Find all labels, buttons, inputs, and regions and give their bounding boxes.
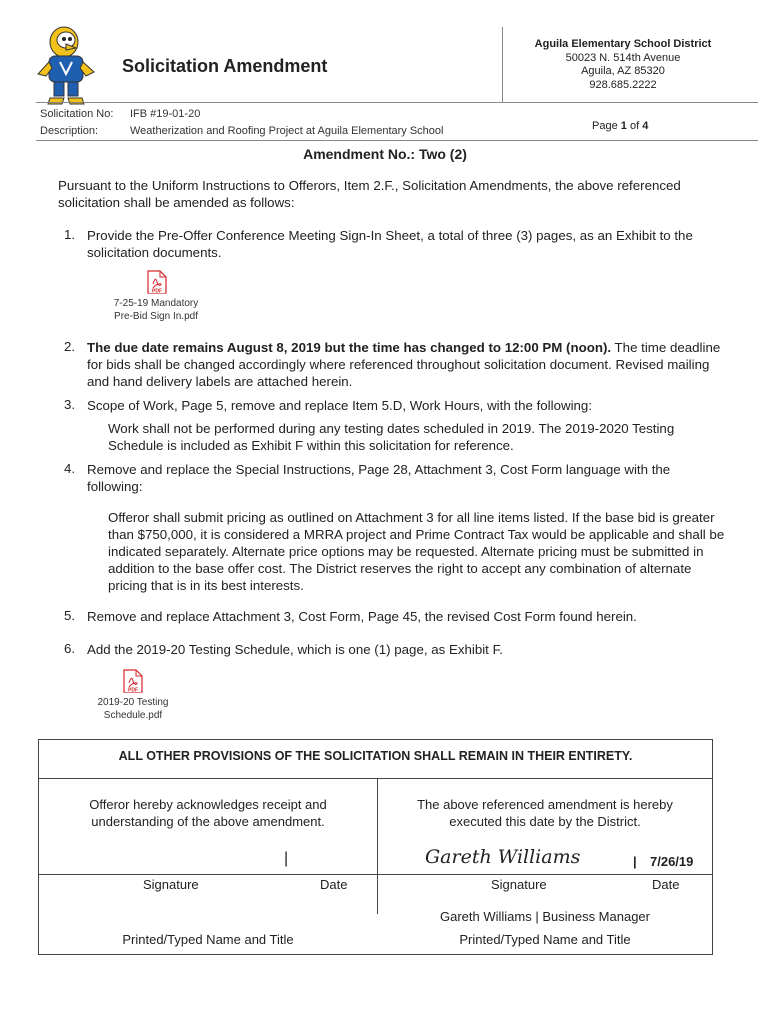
item-3-number: 3. [64, 397, 76, 412]
solicitation-label: Solicitation No: [40, 108, 114, 120]
district-printed-name: Gareth Williams | Business Manager [439, 909, 650, 924]
address-line-1: 50023 N. 514th Avenue [565, 51, 681, 64]
svg-text:PDF: PDF [152, 288, 162, 294]
provisions-banner: ALL OTHER PROVISIONS OF THE SOLICITATION SHALL REMAIN IN THEIR ENTIRETY. [118, 749, 633, 763]
attachment-1-line-1: 7-25-19 Mandatory [113, 298, 199, 309]
item-2-bold-text: The due date remains August 8, 2019 but the time has changed to 12:00 PM (noon). [87, 340, 612, 355]
district-date-label: Date [652, 877, 680, 892]
attachment-1-line-2: Pre-Bid Sign In.pdf [114, 310, 198, 322]
item-6-text: Add the 2019-20 Testing Schedule, which is one (1) page, as Exhibit F. [87, 642, 503, 657]
page-current: 1 [620, 120, 627, 132]
page-total: 4 [642, 120, 649, 132]
pdf-file-icon [123, 669, 143, 693]
district-signature-label: Signature [491, 877, 547, 892]
attachment-2-line-1: 2019-20 Testing [97, 697, 169, 708]
item-2-rest-text: The time deadline for bids shall be changed accordingly where referenced throughout solicitation document. Revised mailing and hand delivery labels are attached herein. [87, 340, 721, 389]
header-rule [36, 102, 758, 103]
offeror-printed-name-label: Printed/Typed Name and Title [122, 932, 294, 947]
eagle-mascot-logo [36, 22, 96, 106]
offeror-ack-line-1: Offeror hereby acknowledges receipt and [89, 797, 327, 812]
intro-paragraph: Pursuant to the Uniform Instructions to Offerors, Item 2.F., Solicitation Amendments, the above referenced solicitation shall be amended as follows: [58, 178, 681, 210]
offeror-acknowledgement [39, 796, 377, 830]
offeror-signature-label: Signature [143, 877, 199, 892]
page-prefix: Page [592, 120, 618, 132]
page-of: of [629, 120, 640, 132]
item-2-text [87, 339, 727, 390]
attachment-2-line-2: Schedule.pdf [103, 709, 163, 721]
document-title: Solicitation Amendment [122, 56, 328, 76]
district-ack-line-1: The above referenced amendment is hereby [417, 797, 673, 812]
pdf-attachment-sign-in[interactable] [147, 270, 167, 299]
district-phone: 928.685.2222 [589, 78, 657, 91]
item-5-text: Remove and replace Attachment 3, Cost Form, Page 45, the revised Cost Form found herein. [87, 609, 637, 624]
offeror-date-label: Date [320, 877, 348, 892]
amendment-title: Amendment No.: Two (2) [303, 146, 467, 162]
description-label: Description: [40, 125, 99, 137]
item-2-number: 2. [64, 339, 76, 354]
signature-rule [39, 874, 712, 875]
item-3-subtext: Work shall not be performed during any testing dates scheduled in 2019. The 2019-2020 Testing Schedule is included as Exhibit F within this solicitation for reference. [108, 421, 675, 453]
pdf-attachment-sign-in-label [100, 298, 212, 323]
item-4-text: Remove and replace the Special Instructions, Page 28, Attachment 3, Cost Form language with the following: [87, 462, 671, 494]
item-4-number: 4. [64, 461, 76, 476]
svg-text:PDF: PDF [128, 687, 138, 693]
district-signature: Gareth Williams [425, 846, 581, 868]
meta-rule [36, 140, 758, 141]
district-signature-divider: | [633, 854, 637, 869]
pdf-attachment-testing-schedule-label [80, 697, 186, 722]
offeror-ack-line-2: understanding of the above amendment. [91, 814, 325, 829]
header-divider [502, 27, 503, 103]
page-indicator [592, 120, 648, 132]
banner-rule [39, 778, 712, 779]
pdf-attachment-testing-schedule[interactable] [123, 669, 143, 698]
district-printed-name-label: Printed/Typed Name and Title [459, 932, 631, 947]
signoff-box [38, 739, 713, 955]
offeror-signature-divider: | [284, 850, 289, 867]
district-name: Aguila Elementary School District [534, 38, 712, 50]
district-address-block [508, 38, 738, 92]
solicitation-value: IFB #19-01-20 [130, 108, 201, 120]
description-value: Weatherization and Roofing Project at Aguila Elementary School [130, 125, 444, 137]
district-sign-date: 7/26/19 [650, 854, 694, 869]
district-ack-line-2: executed this date by the District. [449, 814, 641, 829]
item-6-number: 6. [64, 641, 76, 656]
item-3-text: Scope of Work, Page 5, remove and replace Item 5.D, Work Hours, with the following: [87, 398, 593, 413]
district-acknowledgement [377, 796, 713, 830]
item-1-number: 1. [64, 227, 76, 242]
item-1-text: Provide the Pre-Offer Conference Meeting Sign-In Sheet, a total of three (3) pages, as an Exhibit to the solicitation documents. [87, 228, 693, 260]
address-line-2: Aguila, AZ 85320 [581, 65, 665, 77]
item-5-number: 5. [64, 608, 76, 623]
item-4-subtext: Offeror shall submit pricing as outlined on Attachment 3 for all line items listed. If the base bid is greater than $750,000, it is considered a MRRA project and Prime Contract Tax would be applicable and shall be indicated separately. Alternate price options may be requested. Alternate pricing must be submitted in addition to the base offer cost. The District reserves the right to accept any combination of alternate pricing that is in its best interests. [108, 510, 725, 593]
pdf-file-icon [147, 270, 167, 294]
